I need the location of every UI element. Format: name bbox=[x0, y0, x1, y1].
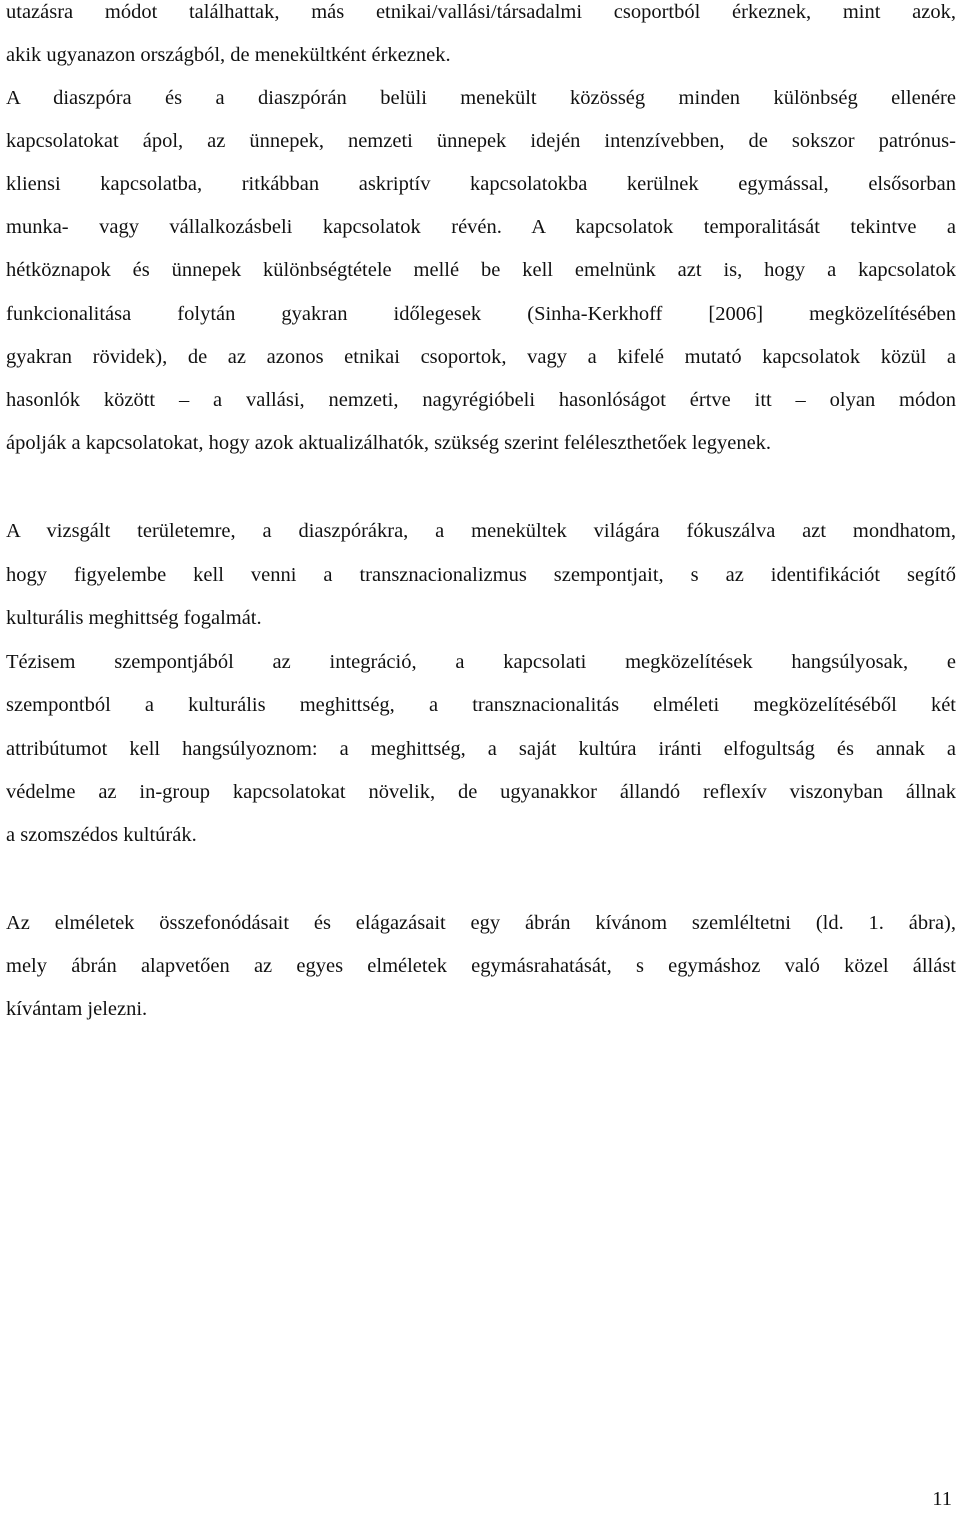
text-line: Tézisem szempontjából az integráció, a kapcsolati megközelítések hangsúlyosak, e bbox=[6, 651, 956, 673]
text-line: hétköznapok és ünnepek különbségtétele mellé be kell emelnünk azt is, hogy a kapcsolatok bbox=[6, 259, 956, 281]
text-line: munka- vagy vállalkozásbeli kapcsolatok révén. A kapcsolatok temporalitását tekintve a bbox=[6, 216, 956, 238]
text-line: kulturális meghittség fogalmát. bbox=[6, 607, 262, 629]
text-line: a szomszédos kultúrák. bbox=[6, 824, 197, 846]
text-line: funkcionalitása folytán gyakran időlegesek (Sinha-Kerkhoff [2006] megközelítésében bbox=[6, 303, 956, 325]
text-line: kívántam jelezni. bbox=[6, 998, 148, 1020]
text-line: kapcsolatokat ápol, az ünnepek, nemzeti ünnepek idején intenzívebben, de sokszor patrónus- bbox=[6, 130, 956, 152]
text-line: kliensi kapcsolatba, ritkábban askriptív kapcsolatokba kerülnek egymással, elsősorban bbox=[6, 173, 956, 195]
text-line: gyakran rövidek), de az azonos etnikai csoportok, vagy a kifelé mutató kapcsolatok közül a bbox=[6, 346, 956, 368]
text-line: A diaszpóra és a diaszpórán belüli menekült közösség minden különbség ellenére bbox=[6, 87, 956, 109]
text-line: A vizsgált területemre, a diaszpórákra, a menekültek világára fókuszálva azt mondhatom, bbox=[6, 520, 956, 542]
text-line: ápolják a kapcsolatokat, hogy azok aktualizálhatók, szükség szerint feléleszthetőek legyenek. bbox=[6, 432, 772, 454]
text-line: védelme az in-group kapcsolatokat növelik, de ugyanakkor állandó reflexív viszonyban állnak bbox=[6, 781, 956, 803]
text-line: hasonlók között – a vallási, nemzeti, nagyrégióbeli hasonlóságot értve itt – olyan módon bbox=[6, 389, 956, 411]
text-line: utazásra módot találhattak, más etnikai/vallási/társadalmi csoportból érkeznek, mint azok, bbox=[6, 1, 956, 23]
text-line: szempontból a kulturális meghittség, a transznacionalitás elméleti megközelítéséből két bbox=[6, 694, 956, 716]
text-line: hogy figyelembe kell venni a transznacionalizmus szempontjait, s az identifikációt segítő bbox=[6, 564, 956, 586]
text-line: attribútumot kell hangsúlyoznom: a meghittség, a saját kultúra iránti elfogultság és annak a bbox=[6, 738, 956, 760]
text-line: akik ugyanazon országból, de menekültként érkeznek. bbox=[6, 44, 451, 66]
text-line: Az elméletek összefonódásait és elágazásait egy ábrán kívánom szemléltetni (ld. 1. ábra), bbox=[6, 912, 956, 934]
text-line: mely ábrán alapvetően az egyes elméletek egymásrahatását, s egymáshoz való közel állást bbox=[6, 955, 956, 977]
page-number: 11 bbox=[932, 1488, 952, 1510]
